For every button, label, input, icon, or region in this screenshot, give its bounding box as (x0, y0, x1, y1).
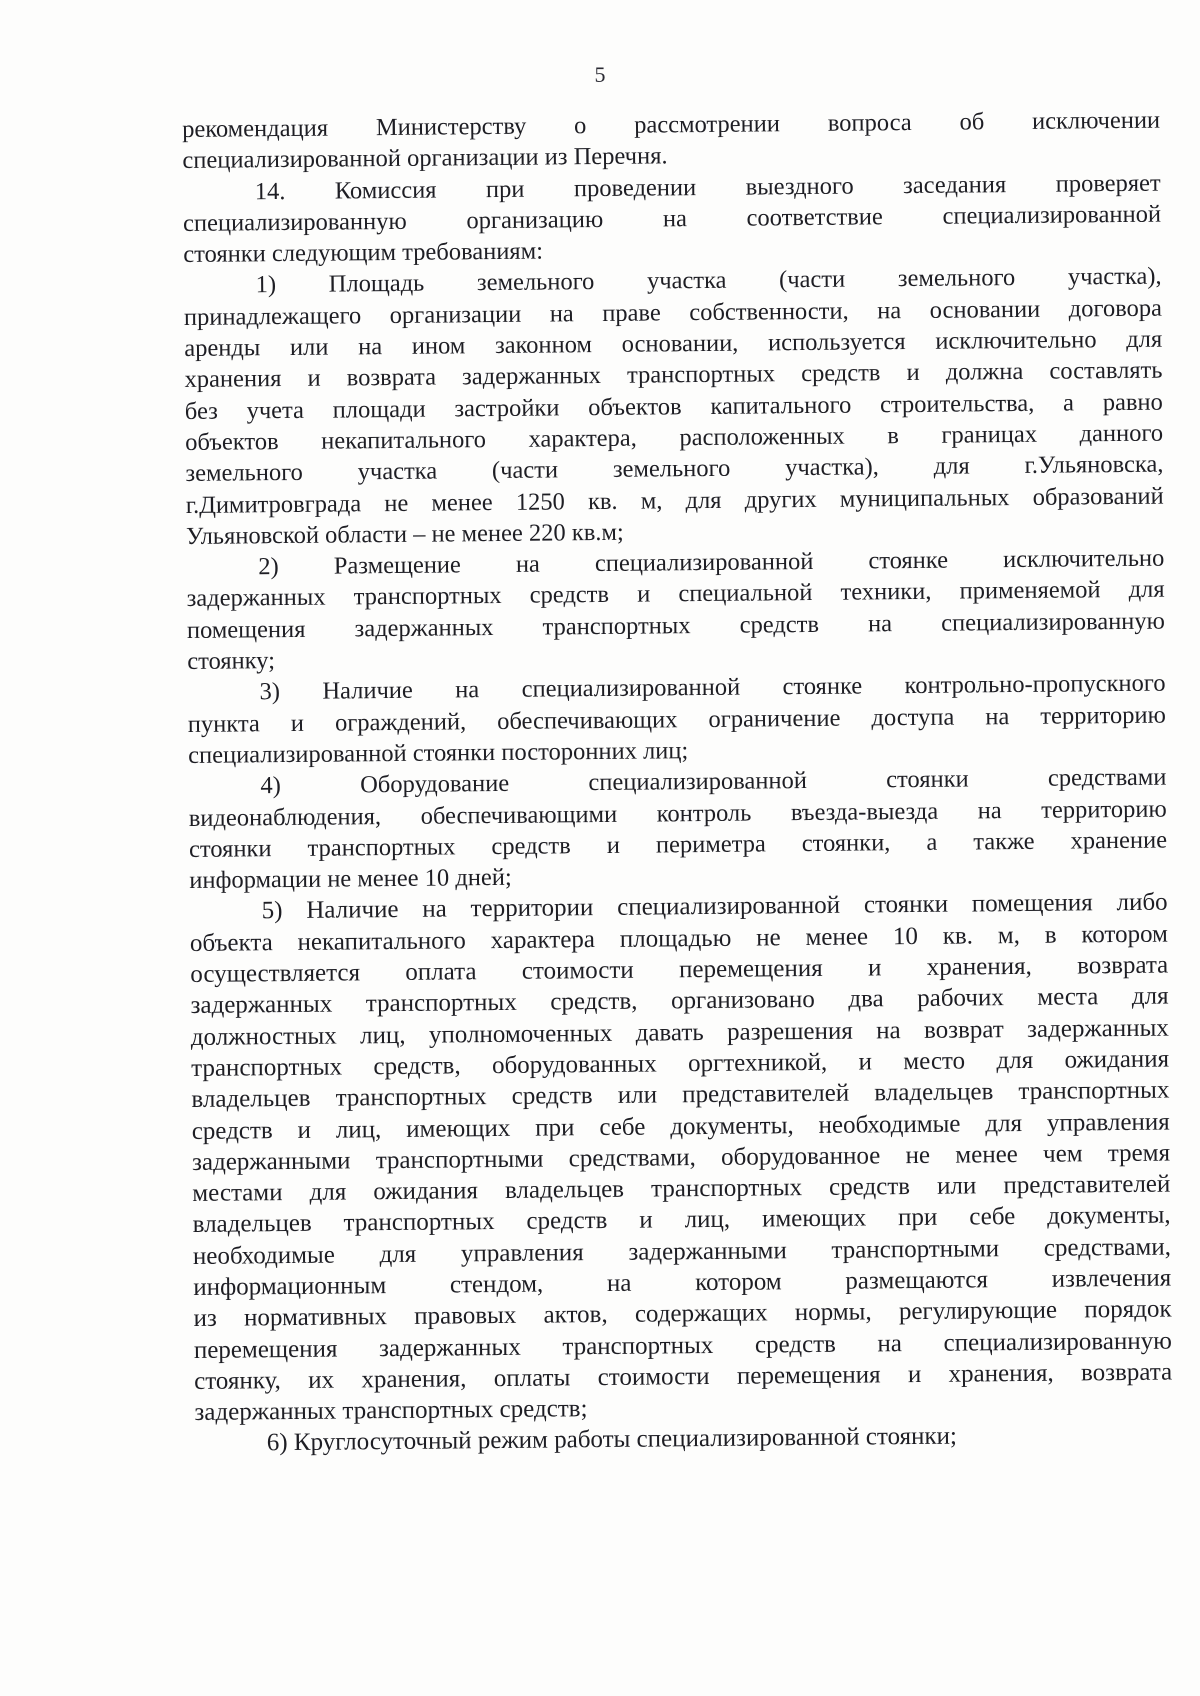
text-line: задержанными транспортными средствами, оборудованное не менее чем тремя (191, 1139, 1171, 1176)
document-body (182, 105, 1173, 1460)
text-line: стоянку; (187, 647, 276, 676)
text-line: 5) Наличие на территории специализированной стоянки помещения либо (261, 888, 1168, 925)
text-line: г.Димитровграда не менее 1250 кв. м, для других муниципальных образований (185, 482, 1164, 519)
text-line: из нормативных правовых актов, содержащих нормы, регулирующие порядок (193, 1295, 1172, 1333)
text-line: стоянку, их хранения, оплаты стоимости перемещения и хранения, возврата (194, 1358, 1173, 1395)
text-line: 1) Площадь земельного участка (части земельного участка), (255, 263, 1162, 299)
text-line: Ульяновской области – не менее 220 кв.м; (185, 518, 624, 550)
text-line: земельного участка (части земельного участка), для г.Ульяновска, (185, 450, 1164, 488)
text-line: стоянки транспортных средств и периметра стоянки, а также хранение (188, 826, 1168, 863)
text-line: средств и лиц, имеющих при себе документы, необходимые для управления (191, 1108, 1170, 1145)
text-line: должностных лиц, уполномоченных давать разрешения на возврат задержанных (190, 1014, 1169, 1051)
text-line: аренды или на ином законном основании, используется исключительно для (184, 325, 1163, 363)
text-line: помещения задержанных транспортных средств на специализированную (186, 607, 1166, 644)
requirement-1 (184, 261, 1165, 552)
text-line: видеонаблюдения, обеспечивающими контроль въезда-выезда на территорию (188, 795, 1167, 832)
text-line: задержанных транспортных средств и специальной техники, применяемой для (186, 576, 1165, 613)
text-line: задержанных транспортных средств; (194, 1395, 588, 1427)
requirement-4 (188, 762, 1167, 897)
text-line: информации не менее 10 дней; (189, 863, 512, 895)
text-line: 6) Круглосуточный режим работы специализированной стоянки; (266, 1423, 958, 1457)
text-line: хранения и возврата задержанных транспортных средств и должна составлять (184, 356, 1163, 394)
text-line: пункта и ограждений, обеспечивающих ограничение доступа на территорию (187, 701, 1166, 738)
text-line: перемещения задержанных транспортных средств на специализированную (193, 1327, 1172, 1364)
text-line: объекта некапитального характера площадью не менее 10 кв. м, в котором (189, 920, 1169, 957)
text-line: специализированной организации из Перечня. (182, 142, 668, 175)
requirement-5 (190, 887, 1173, 1428)
text-line: 3) Наличие на специализированной стоянке контрольно-пропускного (259, 669, 1166, 706)
text-line: объектов некапитального характера, расположенных в границах данного (185, 419, 1164, 456)
text-line: 4) Оборудование специализированной стоянки средствами (260, 763, 1167, 800)
text-line: транспортных средств, оборудованных оргтехникой, и место для ожидания (191, 1045, 1170, 1082)
text-line: специализированной стоянки посторонних лиц; (188, 737, 689, 769)
text-line: 2) Размещение на специализированной стоянке исключительно (258, 544, 1165, 581)
text-line: осуществляется оплата стоимости перемещения и хранения, возврата (190, 951, 1169, 988)
text-line: местами для ожидания владельцев транспортных средств или представителей (192, 1170, 1171, 1208)
page-number: 5 (594, 62, 606, 87)
text-line: без учета площади застройки объектов капитального строительства, а равно (184, 388, 1163, 425)
requirement-3 (187, 668, 1166, 771)
requirement-2 (186, 543, 1165, 678)
text-line: задержанных транспортных средств, организовано два рабочих места для (190, 982, 1169, 1020)
text-line: рекомендация Министерству о рассмотрении вопроса об исключении (182, 106, 1161, 143)
text-line: принадлежащего организации на праве собственности, на основании договора (183, 294, 1163, 331)
text-line: необходимые для управления задержанными транспортными средствами, (192, 1233, 1172, 1270)
text-line: информационным стендом, на котором размещаются извлечения (193, 1264, 1172, 1301)
text-line: владельцев транспортных средств или представителей владельцев транспортных (191, 1076, 1170, 1114)
paragraph-14 (183, 167, 1162, 270)
text-line: специализированную организацию на соответствие специализированной (182, 200, 1162, 237)
paragraph-recommendation (182, 105, 1161, 177)
text-line: 14. Комиссия при проведении выездного заседания проверяет (254, 169, 1161, 205)
text-line: стоянки следующим требованиям: (183, 237, 544, 269)
text-line: владельцев транспортных средств и лиц, имеющих при себе документы, (192, 1201, 1171, 1239)
